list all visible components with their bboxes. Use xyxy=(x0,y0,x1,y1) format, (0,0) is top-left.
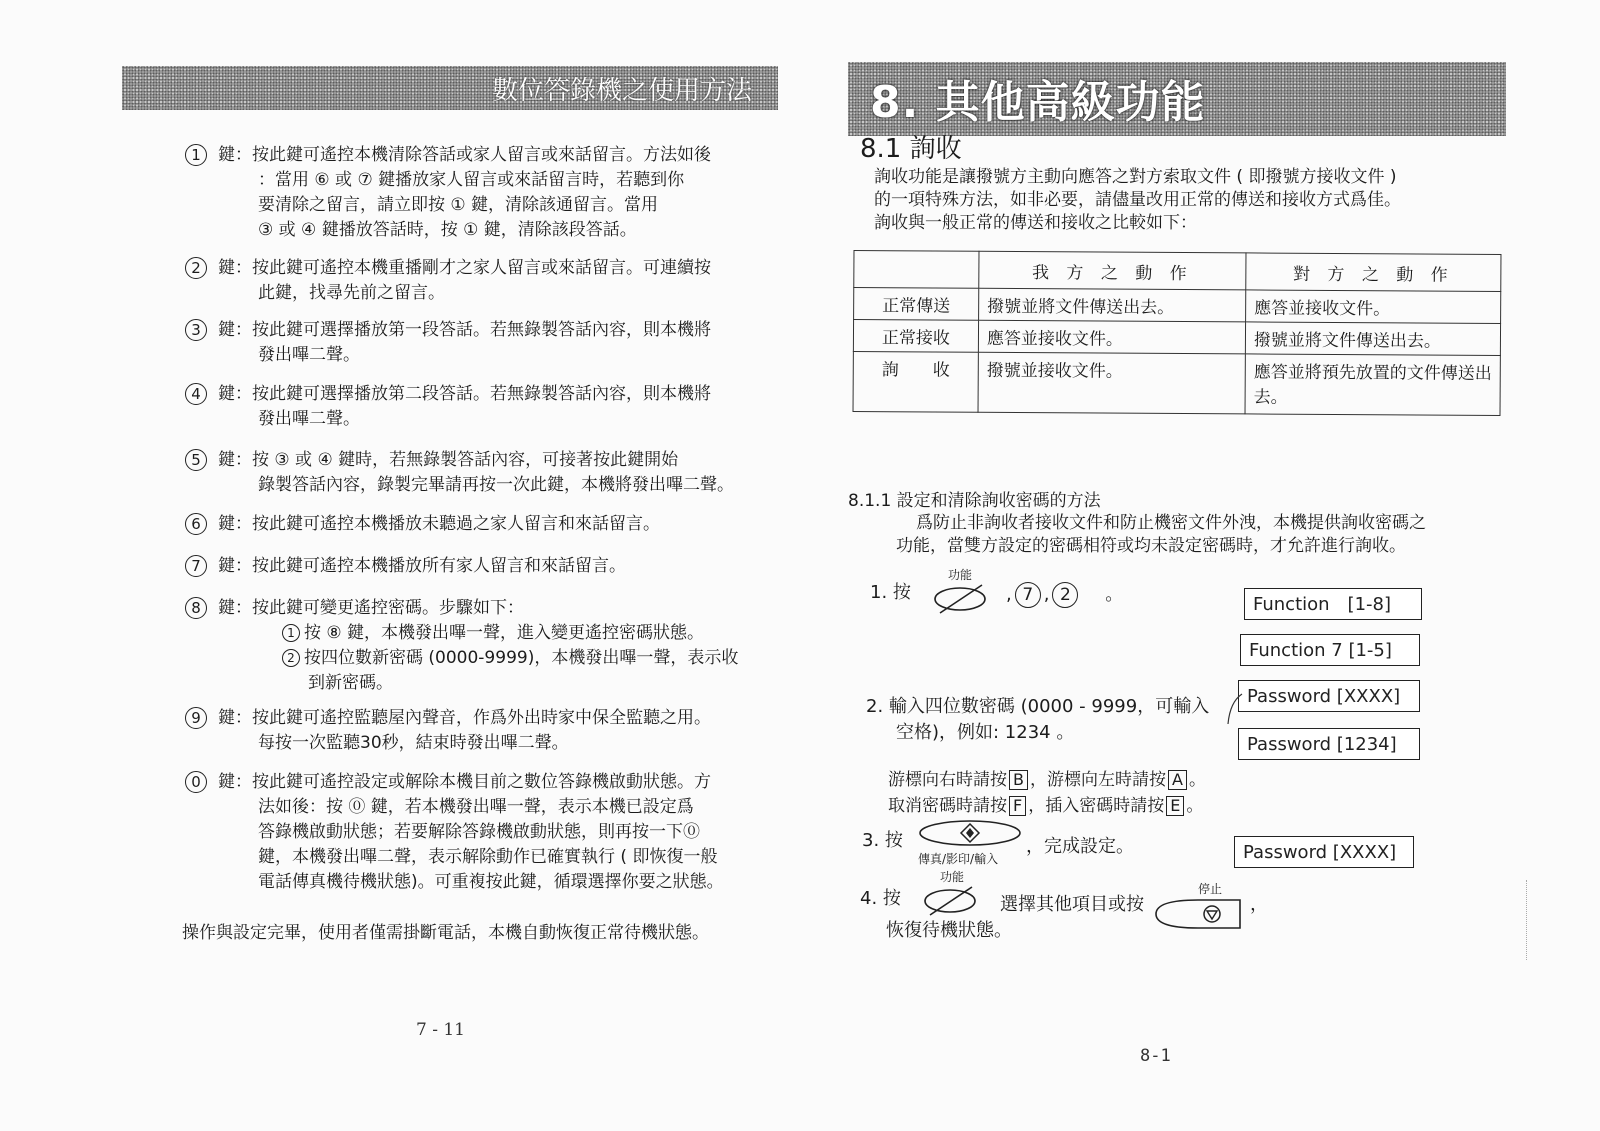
step-1-label: 1. 按 xyxy=(870,582,911,603)
key-item-text: 鍵：按此鍵可選擇播放第二段答話。若無錄製答話內容，則本機將 xyxy=(218,384,711,404)
table-cell: 撥號並將文件傳送出去。 xyxy=(979,288,1246,322)
key-item-continuation: 要清除之留言，請立即按 ① 鍵，清除該通留言。當用 xyxy=(258,195,659,215)
start-key-label: 傳真/影印/輸入 xyxy=(918,852,999,866)
hint-text: 取消密碼時請按 xyxy=(888,796,1007,816)
key-item-text: 鍵：按此鍵可變更遙控密碼。步驟如下： xyxy=(218,598,524,618)
table-cell: 應答並接收文件。 xyxy=(1246,290,1501,324)
step-3-label: 3. 按 xyxy=(862,830,903,851)
step-2-line: 2. 輸入四位數密碼 (0000 - 9999，可輸入 xyxy=(866,696,1210,717)
right-header-title: 8. 其他高級功能 xyxy=(870,77,1206,128)
key-item xyxy=(182,143,782,243)
substep-continuation: 到新密碼。 xyxy=(308,673,393,693)
key-item xyxy=(182,596,782,696)
section-title: 8.1 詢收 xyxy=(860,134,962,164)
key-item-text: 鍵：按此鍵可遙控本機播放所有家人留言和來話留言。 xyxy=(218,556,626,576)
substep-number-icon: 1 xyxy=(282,624,300,642)
right-header-banner xyxy=(848,62,1506,136)
key-item-continuation: ：當用 ⑥ 或 ⑦ 鍵播放家人留言或來話留言時，若聽到你 xyxy=(258,170,685,190)
function-key-label: 功能 xyxy=(940,870,965,884)
substep-text: 按 ⑧ 鍵，本機發出嗶一聲，進入變更遙控密碼狀態。 xyxy=(304,623,705,643)
function-key-label: 功能 xyxy=(948,568,973,582)
lcd-display: Function 7 [1-5] xyxy=(1240,634,1420,666)
key-item-first-line xyxy=(182,706,782,731)
lcd-display: Password [XXXX] xyxy=(1234,836,1414,868)
left-header-banner xyxy=(122,66,778,110)
key-item-text: 鍵：按此鍵可遙控本機重播剛才之家人留言或來話留言。可連續按 xyxy=(218,258,711,278)
key-0-icon: 0 xyxy=(185,771,207,793)
key-7-icon: 7 xyxy=(185,555,207,577)
table-header-cell xyxy=(854,251,979,289)
hint-text: 。 xyxy=(1186,796,1204,816)
step-4-end: ， xyxy=(1250,894,1268,915)
table-cell: 應答並接收文件。 xyxy=(978,320,1245,354)
step-3-suffix: ，完成設定。 xyxy=(1026,836,1134,857)
function-key-icon xyxy=(922,884,980,918)
key-item-first-line xyxy=(182,596,782,621)
hint-text: 。 xyxy=(1188,770,1206,790)
function-key-icon xyxy=(932,582,990,616)
step-1-end: 。 xyxy=(1105,584,1124,605)
key-item xyxy=(182,448,782,498)
key-item xyxy=(182,382,782,432)
scan-artifact-line xyxy=(1526,880,1528,960)
substep-text: 按四位數新密碼 (0000-9999)，本機發出嗶一聲，表示收 xyxy=(304,648,739,668)
key-9-icon: 9 xyxy=(185,707,207,729)
lcd-display: Password [XXXX] xyxy=(1238,680,1420,712)
key-2-icon: 2 xyxy=(185,257,207,279)
intro-paragraph xyxy=(874,166,1494,235)
key-1-icon: 1 xyxy=(185,144,207,166)
table-header-row xyxy=(854,251,1501,292)
key-2-icon: 2 xyxy=(1052,582,1078,608)
table-header-cell: 對 方 之 動 作 xyxy=(1246,253,1501,292)
key-4-icon: 4 xyxy=(185,383,207,405)
key-item xyxy=(182,554,782,579)
stop-key-icon xyxy=(1154,896,1246,932)
hint-text: 游標向右時請按 xyxy=(888,770,1007,790)
stop-key-label: 停止 xyxy=(1198,882,1223,896)
key-item xyxy=(182,770,782,895)
key-item-continuation: 電話傳真機待機狀態)。可重複按此鍵，循環選擇你要之狀態。 xyxy=(258,872,724,892)
password-hint xyxy=(888,794,1203,818)
key-item-continuation: 每按一次監聽30秒，結束時發出嗶二聲。 xyxy=(258,733,569,753)
comparison-table xyxy=(853,250,1502,416)
subsection-paragraph xyxy=(896,512,1496,558)
key-b-icon: B xyxy=(1009,770,1028,790)
intro-line: 的一項特殊方法，如非必要，請儘量改用正常的傳送和接收方式爲佳。 xyxy=(874,190,1401,210)
key-item-first-line xyxy=(182,318,782,343)
hint-text: ，游標向左時請按 xyxy=(1029,770,1166,790)
lcd-display: Password [1234] xyxy=(1238,728,1420,760)
table-cell: 應答並將預先放置的文件傳送出去。 xyxy=(1245,354,1500,416)
key-item-continuation: 此鍵，找尋先前之留言。 xyxy=(258,283,445,303)
key-5-icon: 5 xyxy=(185,449,207,471)
key-8-icon: 8 xyxy=(185,597,207,619)
key-e-icon: E xyxy=(1166,796,1184,816)
table-row xyxy=(853,320,1500,356)
key-item-continuation: 發出嗶二聲。 xyxy=(258,409,360,429)
key-item-text: 鍵：按此鍵可選擇播放第一段答話。若無錄製答話內容，則本機將 xyxy=(218,320,711,340)
left-header-title: 數位答錄機之使用方法 xyxy=(491,76,752,106)
intro-line: 詢收功能是讓撥號方主動向應答之對方索取文件 ( 即撥號方接收文件 ) xyxy=(874,167,1397,187)
subsection-title: 8.1.1 設定和清除詢收密碼的方法 xyxy=(848,491,1101,511)
key-7-icon: 7 xyxy=(1015,582,1041,608)
key-item-continuation: 發出嗶二聲。 xyxy=(258,345,360,365)
key-f-icon: F xyxy=(1009,796,1026,816)
substep xyxy=(182,621,782,646)
arrow-connector-icon xyxy=(1226,692,1244,726)
left-footer-note: 操作與設定完畢，使用者僅需掛斷電話，本機自動恢復正常待機狀態。 xyxy=(182,923,709,943)
cursor-hint xyxy=(888,768,1206,792)
table-row-label: 正常接收 xyxy=(853,320,978,353)
step-2-text xyxy=(866,694,1209,746)
substep xyxy=(182,646,782,671)
key-item-text: 鍵：按此鍵可遙控監聽屋內聲音，作爲外出時家中保全監聽之用。 xyxy=(218,708,711,728)
hint-text: ，插入密碼時請按 xyxy=(1028,796,1165,816)
key-item-text: 鍵：按此鍵可遙控設定或解除本機目前之數位答錄機啟動狀態。方 xyxy=(218,772,711,792)
key-item-first-line xyxy=(182,256,782,281)
right-page xyxy=(800,0,1600,1131)
step-4-line2: 恢復待機狀態。 xyxy=(886,920,1012,941)
start-key-icon xyxy=(918,818,1022,848)
step-4-label: 4. 按 xyxy=(860,888,901,909)
key-item xyxy=(182,512,782,537)
key-item-text: 鍵：按 ③ 或 ④ 鍵時，若無錄製答話內容，可接著按此鍵開始 xyxy=(218,450,679,470)
table-row-label: 正常傳送 xyxy=(854,288,979,321)
substep-number-icon: 2 xyxy=(282,649,300,667)
subsection-line: 功能，當雙方設定的密碼相符或均未設定密碼時，才允許進行詢收。 xyxy=(896,536,1406,556)
key-item-continuation: 鍵，本機發出嗶二聲，表示解除動作已確實執行 ( 即恢復一般 xyxy=(258,847,718,867)
key-item-continuation: ③ 或 ④ 鍵播放答話時，按 ① 鍵，清除該段答話。 xyxy=(258,220,637,240)
key-item-first-line xyxy=(182,382,782,407)
table-row xyxy=(853,352,1500,416)
key-item-continuation: 錄製答話內容，錄製完畢請再按一次此鍵，本機將發出嗶二聲。 xyxy=(258,475,734,495)
key-item-first-line xyxy=(182,512,782,537)
key-6-icon: 6 xyxy=(185,513,207,535)
lcd-display: Function [1-8] xyxy=(1244,588,1422,620)
table-row-label: 詢 收 xyxy=(853,352,978,413)
key-item xyxy=(182,256,782,306)
key-a-icon: A xyxy=(1168,770,1187,790)
key-item-text: 鍵：按此鍵可遙控本機清除答話或家人留言或來話留言。方法如後 xyxy=(218,145,711,165)
table-cell: 撥號並將文件傳送出去。 xyxy=(1245,322,1500,356)
table-cell: 撥號並接收文件。 xyxy=(978,352,1245,414)
right-page-number: 8-1 xyxy=(1140,1046,1171,1066)
intro-line: 詢收與一般正常的傳送和接收之比較如下： xyxy=(874,213,1197,233)
key-item-first-line xyxy=(182,448,782,473)
step-4-middle: 選擇其他項目或按 xyxy=(1000,894,1144,915)
key-3-icon: 3 xyxy=(185,319,207,341)
key-item-text: 鍵：按此鍵可遙控本機播放未聽過之家人留言和來話留言。 xyxy=(218,514,660,534)
left-page-number: 7 - 11 xyxy=(416,1020,465,1040)
step-1-keys: , 7 , 2 。 xyxy=(1006,580,1123,608)
key-item-continuation: 答錄機啟動狀態；若要解除答錄機啟動狀態，則再按一下⓪ xyxy=(258,822,700,842)
key-item-first-line xyxy=(182,770,782,795)
key-item xyxy=(182,318,782,368)
table-header-cell: 我 方 之 動 作 xyxy=(979,251,1246,290)
subsection-line: 爲防止非詢收者接收文件和防止機密文件外洩，本機提供詢收密碼之 xyxy=(916,513,1426,533)
key-item-first-line xyxy=(182,554,782,579)
key-item-continuation: 法如後：按 ⓪ 鍵，若本機發出嗶一聲，表示本機已設定爲 xyxy=(258,797,694,817)
key-item-first-line xyxy=(182,143,782,168)
table-row xyxy=(854,288,1501,324)
key-item xyxy=(182,706,782,756)
step-2-line: 空格)，例如: 1234 。 xyxy=(896,722,1075,743)
